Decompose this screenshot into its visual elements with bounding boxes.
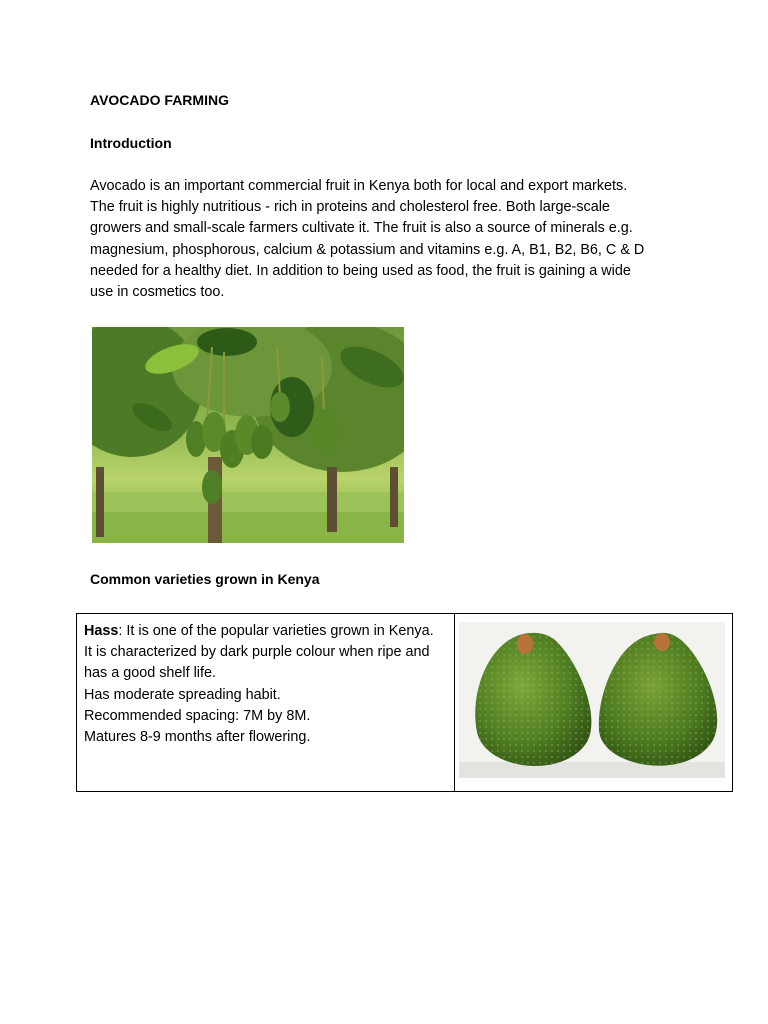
introduction-heading: Introduction (90, 135, 172, 151)
hass-detail-line: Recommended spacing: 7M by 8M. (84, 707, 311, 724)
intro-line: The fruit is highly nutritious - rich in proteins and cholesterol free. Both large-scale (90, 199, 610, 216)
intro-line: growers and small-scale farmers cultivate it. The fruit is also a source of minerals e.g. (90, 220, 633, 237)
introduction-paragraph (90, 176, 690, 303)
hass-detail-line: It is characterized by dark purple colour when ripe and (84, 644, 430, 661)
hass-variety-name: Hass (84, 623, 119, 639)
hass-description-cell (77, 614, 455, 791)
varieties-heading: Common varieties grown in Kenya (90, 571, 320, 587)
hass-detail-line: Has moderate spreading habit. (84, 686, 281, 703)
intro-line: needed for a healthy diet. In addition to being used as food, the fruit is gaining a wide (90, 262, 631, 279)
hass-intro-line (84, 621, 454, 642)
avocado-tree-photo (92, 327, 404, 543)
hass-detail-line: Matures 8-9 months after flowering. (84, 729, 311, 746)
document-title: AVOCADO FARMING (90, 92, 229, 108)
intro-line: magnesium, phosphorous, calcium & potassium and vitamins e.g. A, B1, B2, B6, C & D (90, 241, 645, 258)
varieties-table (76, 613, 733, 792)
hass-intro-text: : It is one of the popular varieties grown in Kenya. (118, 623, 434, 639)
hass-image-cell (455, 614, 732, 791)
hass-detail-line: has a good shelf life. (84, 665, 217, 682)
intro-line: Avocado is an important commercial fruit in Kenya both for local and export markets. (90, 178, 628, 194)
intro-line: use in cosmetics too. (90, 284, 225, 301)
hass-avocado-photo (459, 622, 725, 778)
